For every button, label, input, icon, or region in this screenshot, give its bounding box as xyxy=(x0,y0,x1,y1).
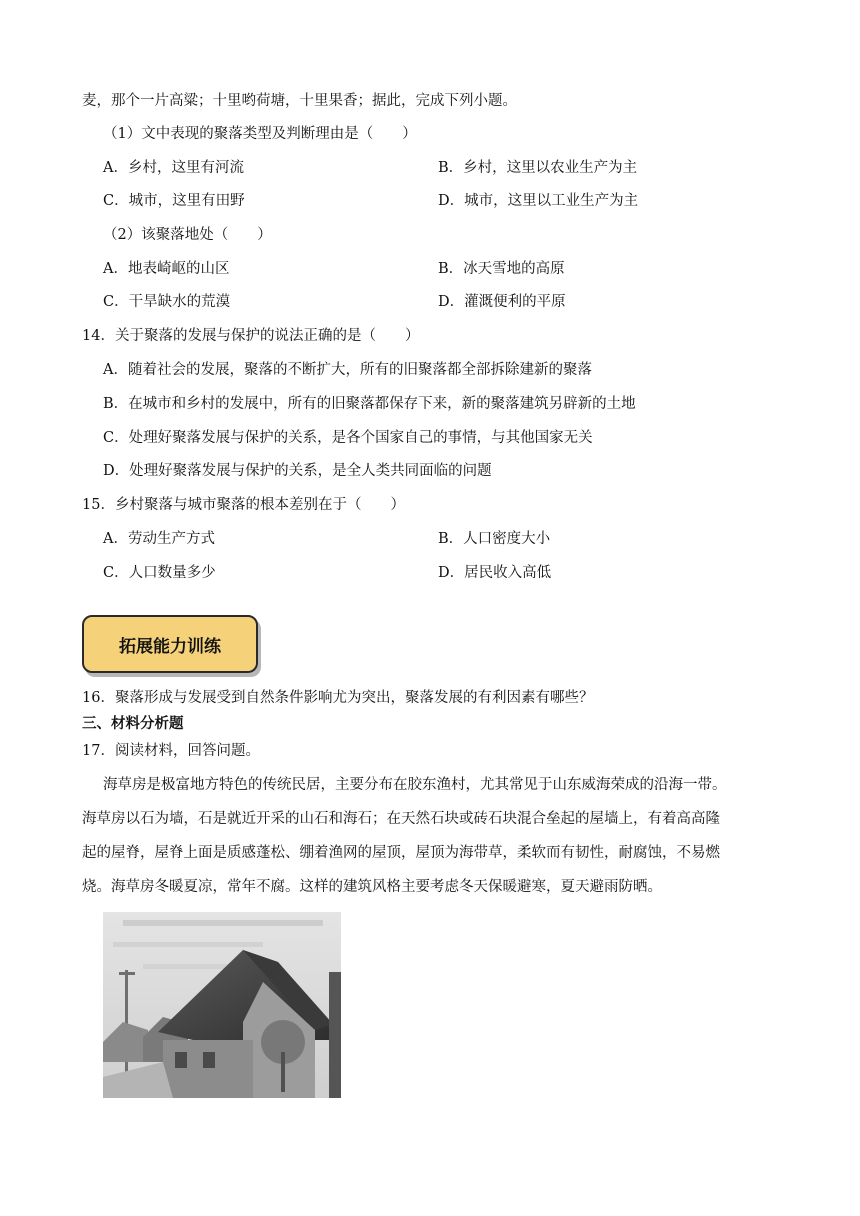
q17-para-line-2: 海草房以石为墙，石是就近开采的山石和海石；在天然石块或砖石块混合垒起的屋墙上，有着高高隆 xyxy=(82,811,720,827)
q14-option-a[interactable]: A．随着社会的发展，聚落的不断扩大，所有的旧聚落都全部拆除建新的聚落 xyxy=(103,362,592,378)
q15-option-d[interactable]: D．居民收入高低 xyxy=(438,565,552,581)
q14-option-c[interactable]: C．处理好聚落发展与保护的关系，是各个国家自己的事情，与其他国家无关 xyxy=(103,430,593,446)
q17-stem: 17．阅读材料，回答问题。 xyxy=(82,743,260,759)
q13-sub1-option-a[interactable]: A．乡村，这里有河流 xyxy=(103,160,244,176)
q17-para-line-4: 烧。海草房冬暖夏凉，常年不腐。这样的建筑风格主要考虑冬天保暖避寒，夏天避雨防晒。 xyxy=(82,879,662,895)
q15-option-c[interactable]: C．人口数量多少 xyxy=(103,565,216,581)
q15-stem: 15．乡村聚落与城市聚落的根本差别在于（ ） xyxy=(82,497,405,513)
q15-option-a[interactable]: A．劳动生产方式 xyxy=(103,531,215,547)
q13-sub2-option-b[interactable]: B．冰天雪地的高原 xyxy=(438,261,565,277)
q13-sub1-option-c[interactable]: C．城市，这里有田野 xyxy=(103,193,245,209)
q13-sub1-option-d[interactable]: D．城市，这里以工业生产为主 xyxy=(438,193,639,209)
q15-option-b[interactable]: B．人口密度大小 xyxy=(438,531,551,547)
q13-sub2-stem: （2）该聚落地处（ ） xyxy=(103,227,272,243)
q14-option-d[interactable]: D．处理好聚落发展与保护的关系，是全人类共同面临的问题 xyxy=(103,463,492,479)
seaweed-house-photo xyxy=(103,912,341,1098)
q17-para-line-3: 起的屋脊，屋脊上面是质感蓬松、绷着渔网的屋顶，屋顶为海带草，柔软而有韧性，耐腐蚀，不易燃 xyxy=(82,845,720,861)
q14-option-b[interactable]: B．在城市和乡村的发展中，所有的旧聚落都保存下来，新的聚落建筑另辟新的土地 xyxy=(103,396,636,412)
intro-text: 麦，那个一片高粱；十里哟荷塘，十里果香；据此，完成下列小题。 xyxy=(82,93,517,109)
section-banner xyxy=(82,615,258,673)
section-banner-label: 拓展能力训练 xyxy=(119,636,221,657)
q13-sub2-option-c[interactable]: C．干旱缺水的荒漠 xyxy=(103,294,231,310)
q13-sub2-option-a[interactable]: A．地表崎岖的山区 xyxy=(103,261,230,277)
q13-sub1-option-b[interactable]: B．乡村，这里以农业生产为主 xyxy=(438,160,638,176)
section3-title: 三、材料分析题 xyxy=(82,716,184,732)
q17-para-line-1: 海草房是极富地方特色的传统民居，主要分布在胶东渔村，尤其常见于山东威海荣成的沿海一带。 xyxy=(103,777,727,793)
q14-stem: 14．关于聚落的发展与保护的说法正确的是（ ） xyxy=(82,328,420,344)
q13-sub1-stem: （1）文中表现的聚落类型及判断理由是（ ） xyxy=(103,126,417,142)
q13-sub2-option-d[interactable]: D．灌溉便利的平原 xyxy=(438,294,566,310)
q16-stem: 16．聚落形成与发展受到自然条件影响尤为突出，聚落发展的有利因素有哪些？ xyxy=(82,690,594,706)
